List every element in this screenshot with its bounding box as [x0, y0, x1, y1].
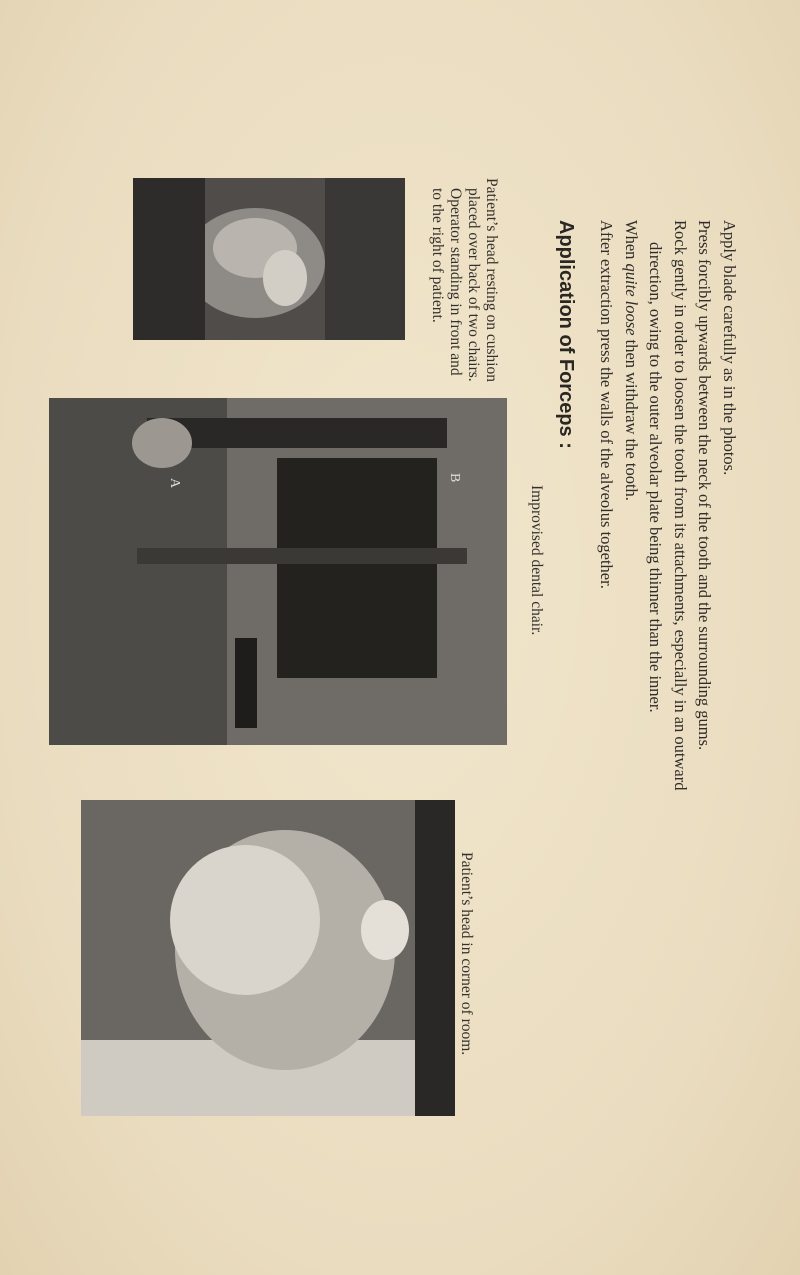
- photo-head-in-corner: [81, 800, 455, 1116]
- label-a: A: [167, 478, 182, 489]
- step-3a: Rock gently in order to loosen the tooth from its attachments, especially in an outward: [671, 220, 690, 791]
- photo-improvised-dental-chair: [49, 398, 507, 745]
- step-3b: direction, owing to the outer alveolar plate being thinner than the inner.: [646, 242, 666, 713]
- step-2: Press forcibly upwards between the neck of the tooth and the surrounding gums.: [695, 220, 715, 751]
- caption-photo-head-in-corner: Patient’s head in corner of room.: [458, 852, 475, 1056]
- step-4: When quite loose then withdraw the tooth.: [622, 220, 641, 501]
- step-5: After extraction press the walls of the alveolus together.: [597, 220, 617, 589]
- caption-photo-operator-front: Patient’s head resting on cushion placed over back of two chairs. Operator standing in front and to the right of patient.: [429, 178, 500, 383]
- caption-photo-dental-chair: Improvised dental chair.: [528, 485, 545, 636]
- label-b: B: [447, 473, 462, 483]
- photo-operator-front: [133, 178, 405, 340]
- step-1: Apply blade carefully as in the photos.: [720, 220, 739, 476]
- section-heading: Application of Forceps :: [555, 220, 577, 449]
- instructions-list: [594, 220, 741, 791]
